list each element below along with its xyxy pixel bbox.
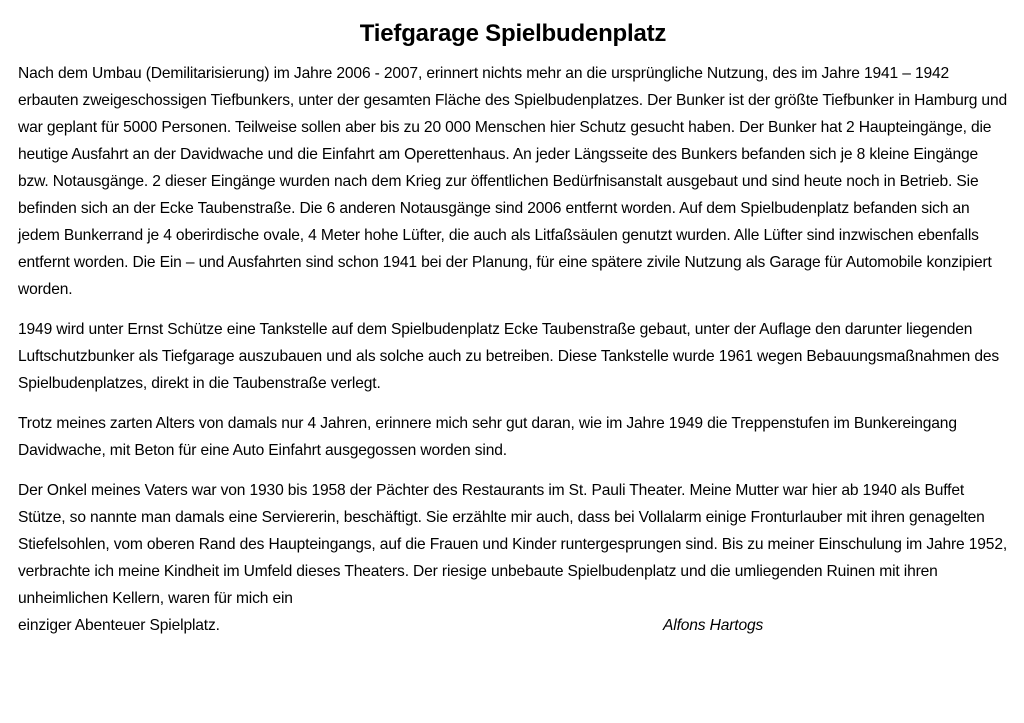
family-story-text: Der Onkel meines Vaters war von 1930 bis 1958 der Pächter des Restaurants im St. Pauli Theater. Meine Mutter war hier ab 1940 als Buffet Stütze, so nannte man damals eine Serviererin, beschäftigt. Sie erzählte mir auch, dass bei Vollalarm einige Fronturlauber mit ihren genagelten Stiefelsohlen, vom oberen Rand des Haupteingangs, auf die Frauen und Kinder runtergesprungen sind. Bis zu meiner Einschulung im Jahre 1952, verbrachte ich meine Kindheit im Umfeld dieses Theaters. Der riesige unbebaute Spielbudenplatz und die umliegenden Ruinen mit ihren unheimlichen Kellern, waren für mich ein: [18, 482, 1008, 607]
closing-line-text: einziger Abenteuer Spielplatz.: [18, 617, 220, 634]
paragraph-bunker-history: Nach dem Umbau (Demilitarisierung) im Jahre 2006 - 2007, erinnert nichts mehr an die ursprüngliche Nutzung, des im Jahre 1941 – 1942 erbauten zweigeschossigen Tiefbunkers, unter der gesamten Fläche des Spielbudenplatzes. Der Bunker ist der größte Tiefbunker in Hamburg und war geplant für 5000 Personen. Teilweise sollen aber bis zu 20 000 Menschen hier Schutz gesucht haben. Der Bunker hat 2 Haupteingänge, die heutige Ausfahrt an der Davidwache und die Einfahrt am Operettenhaus. An jeder Längsseite des Bunkers befanden sich je 8 kleine Eingänge bzw. Notausgänge. 2 dieser Eingänge wurden nach dem Krieg zur öffentlichen Bedürfnisanstalt ausgebaut und sind heute noch in Betrieb. Sie befinden sich an der Ecke Taubenstraße. Die 6 anderen Notausgänge sind 2006 entfernt worden. Auf dem Spielbudenplatz befanden sich an jedem Bunkerrand je 4 oberirdische ovale, 4 Meter hohe Lüfter, die auch als Litfaßsäulen genutzt wurden. Alle Lüfter sind inzwischen ebenfalls entfernt worden. Die Ein – und Ausfahrten sind schon 1941 bei der Planung, für eine spätere zivile Nutzung als Garage für Automobile konzipiert worden.: [18, 65, 1007, 298]
paragraph-gas-station: 1949 wird unter Ernst Schütze eine Tankstelle auf dem Spielbudenplatz Ecke Taubenstraße gebaut, unter der Auflage den darunter liegenden Luftschutzbunker als Tiefgarage auszubauen und als solche auch zu betreiben. Diese Tankstelle wurde 1961 wegen Bebauungsmaßnahmen des Spielbudenplatzes, direkt in die Taubenstraße verlegt.: [18, 321, 1000, 392]
paragraph-family-story: [18, 477, 1008, 639]
closing-line: [18, 612, 1008, 639]
document-page: [18, 18, 1008, 652]
author-signature: Alfons Hartogs: [663, 617, 764, 634]
paragraph-childhood-memory: Trotz meines zarten Alters von damals nur 4 Jahren, erinnere mich sehr gut daran, wie im Jahre 1949 die Treppenstufen im Bunkereingang Davidwache, mit Beton für eine Auto Einfahrt ausgegossen worden sind.: [18, 415, 957, 459]
page-title: Tiefgarage Spielbudenplatz: [359, 20, 667, 47]
